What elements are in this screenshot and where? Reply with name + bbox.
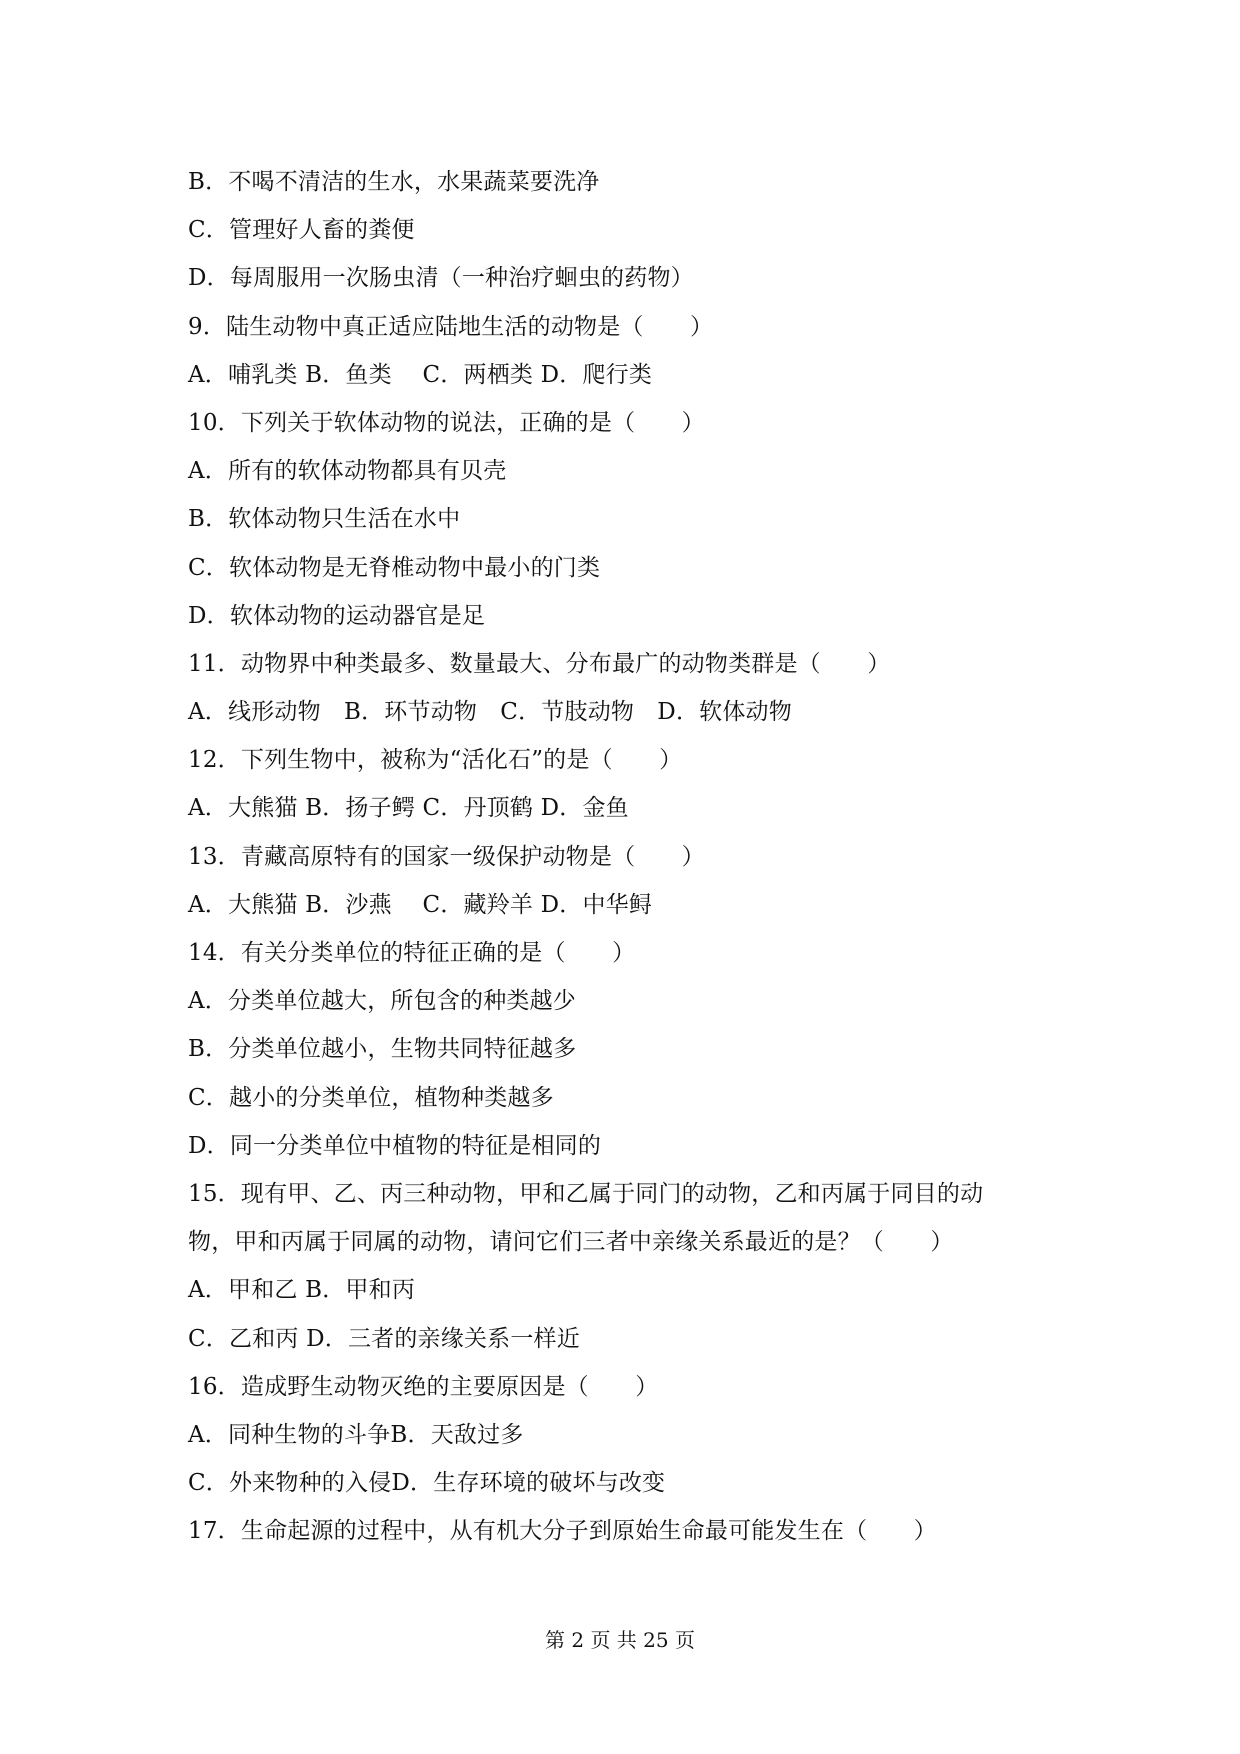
option-line: A．同种生物的斗争B．天敌过多 [188, 1421, 524, 1448]
question-10: 10．下列关于软体动物的说法，正确的是（ ） [188, 409, 705, 436]
option-line: C．外来物种的入侵D．生存环境的破坏与改变 [188, 1470, 666, 1497]
question-12: 12．下列生物中，被称为“活化石”的是（ ） [188, 747, 683, 774]
question-13: 13．青藏高原特有的国家一级保护动物是（ ） [188, 843, 705, 870]
question-17: 17．生命起源的过程中，从有机大分子到原始生命最可能发生在（ ） [188, 1518, 937, 1545]
question-9: 9．陆生动物中真正适应陆地生活的动物是（ ） [188, 313, 714, 340]
option-line: A．分类单位越大，所包含的种类越少 [188, 988, 577, 1015]
options-11: A．线形动物 B．环节动物 C．节肢动物 D．软体动物 [188, 699, 792, 726]
option-line: B．软体动物只生活在水中 [188, 506, 461, 533]
option-line: C．乙和丙 D．三者的亲缘关系一样近 [188, 1325, 580, 1352]
text-line: B．不喝不清洁的生水，水果蔬菜要洗净 [188, 169, 600, 195]
option-line: A．甲和乙 B．甲和丙 [188, 1277, 416, 1304]
question-14: 14．有关分类单位的特征正确的是（ ） [188, 940, 636, 966]
question-text-block [188, 158, 1068, 1555]
option-line: D．软体动物的运动器官是足 [188, 602, 486, 629]
text-line: C．管理好人畜的粪便 [188, 217, 415, 244]
options-9: A．哺乳类 B．鱼类 C．两栖类 D．爬行类 [188, 361, 653, 388]
question-11: 11．动物界中种类最多、数量最大、分布最广的动物类群是（ ） [188, 650, 891, 677]
option-line: A．所有的软体动物都具有贝壳 [188, 458, 507, 485]
option-line: C．软体动物是无脊椎动物中最小的门类 [188, 554, 601, 581]
page-number: 第 2 页 共 25 页 [545, 1628, 695, 1652]
option-line: B．分类单位越小，生物共同特征越多 [188, 1036, 577, 1063]
option-line: D．同一分类单位中植物的特征是相同的 [188, 1132, 602, 1159]
options-13: A．大熊猫 B．沙燕 C．藏羚羊 D．中华鲟 [188, 891, 653, 918]
question-15: 15．现有甲、乙、丙三种动物，甲和乙属于同门的动物，乙和丙属于同目的动 [188, 1180, 984, 1207]
question-15-continued: 物，甲和丙属于同属的动物，请问它们三者中亲缘关系最近的是？（ ） [188, 1229, 954, 1256]
text-line: D．每周服用一次肠虫清（一种治疗蛔虫的药物） [188, 265, 694, 292]
option-line: C．越小的分类单位，植物种类越多 [188, 1084, 554, 1111]
question-16: 16．造成野生动物灭绝的主要原因是（ ） [188, 1373, 659, 1400]
options-12: A．大熊猫 B．扬子鳄 C．丹顶鹤 D．金鱼 [188, 795, 629, 822]
